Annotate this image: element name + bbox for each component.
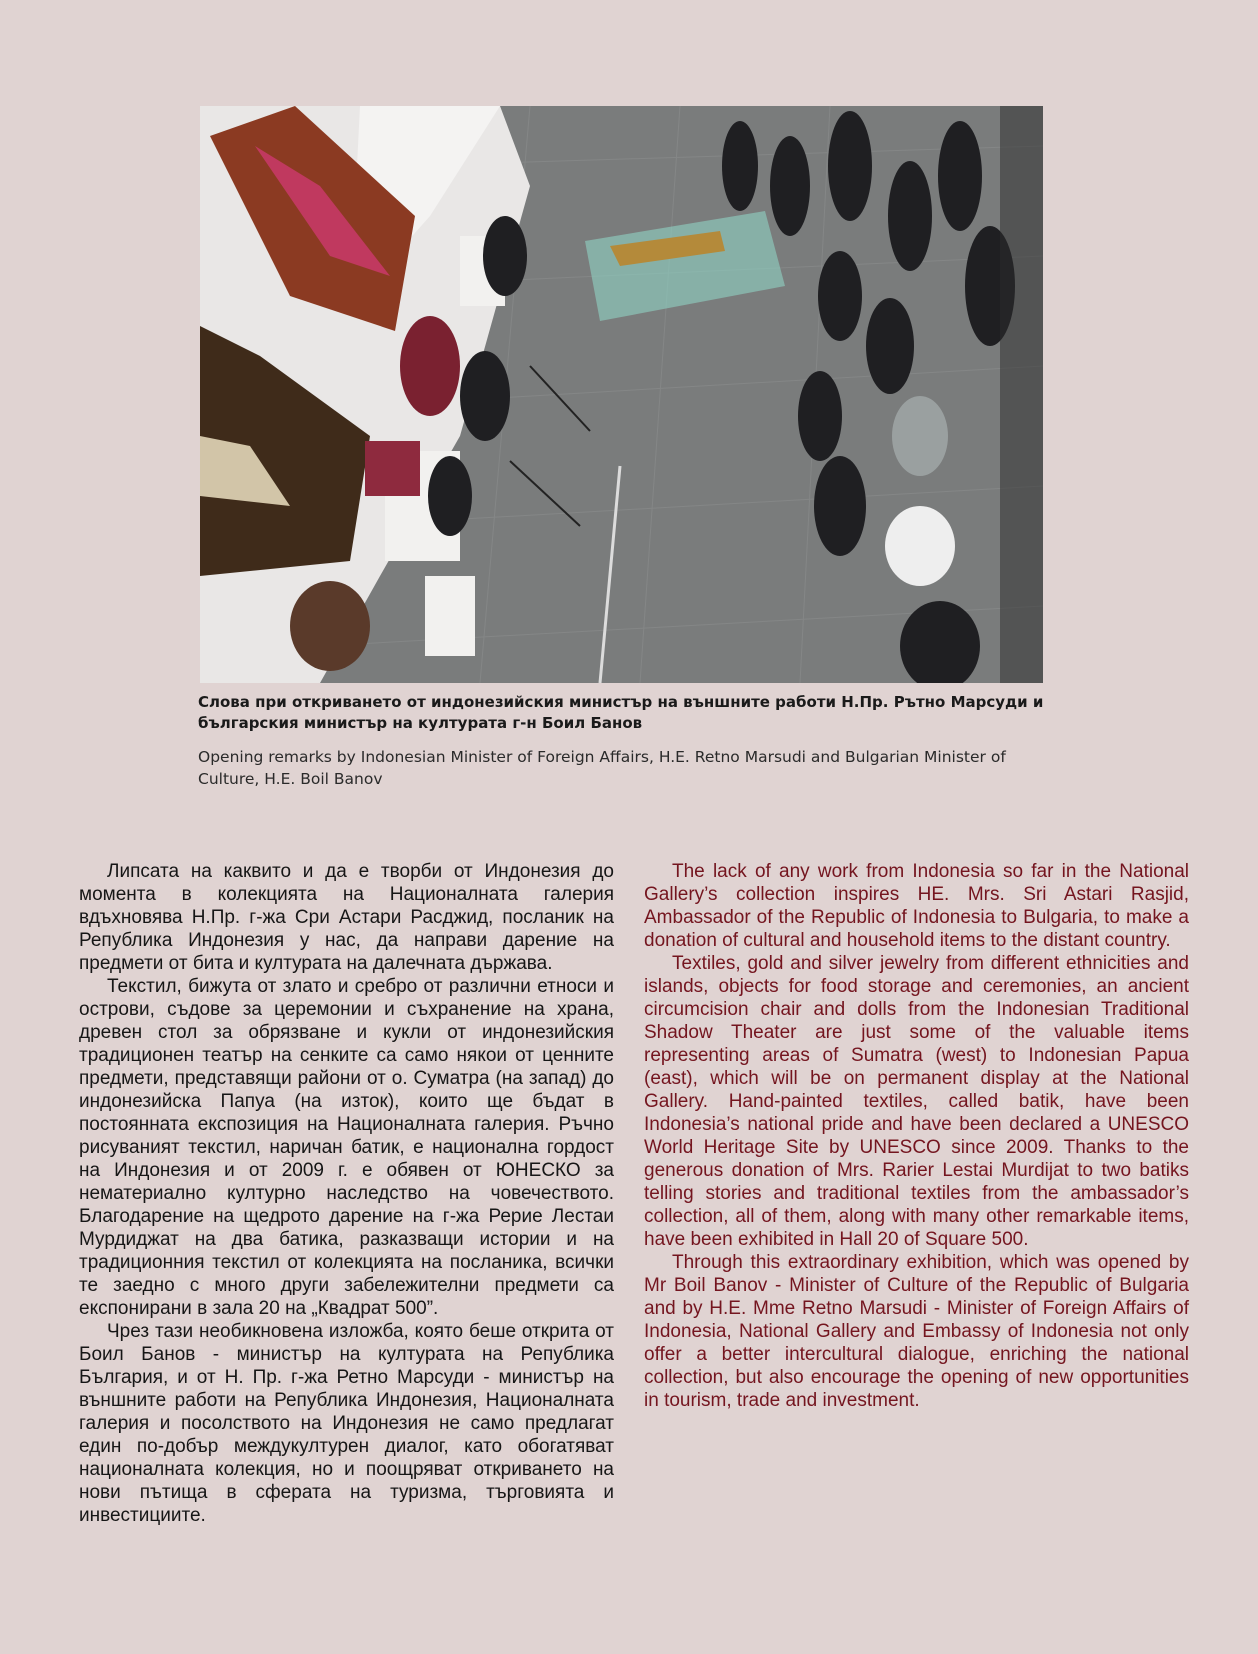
article-column-bulgarian	[79, 860, 614, 1527]
paragraph: Through this extraordinary exhibition, which was opened by Mr Boil Banov - Minister of Culture of the Republic of Bulgaria and by H.E. Mme Retno Marsudi - Minister of Foreign Affairs of Indonesia, National Gallery and Embassy of Indonesia not only offer a better intercultural dialogue, enriching the national collection, but also encourage the opening of new opportunities in tourism, trade and investment.	[644, 1252, 1189, 1411]
paragraph: Липсата на каквито и да е творби от Индонезия до момента в колекцията на Националната галерия вдъхновява Н.Пр. г-жа Сри Астари Расджид, посланик на Република Индонезия у нас, да направи дарение на предмети от бита и културата на далечната държава.	[79, 861, 614, 974]
paragraph: The lack of any work from Indonesia so far in the National Gallery’s collection inspires HE. Mrs. Sri Astari Rasjid, Ambassador of the Republic of Indonesia to Bulgaria, to make a donation of cultural and household items to the distant country.	[644, 861, 1189, 951]
paragraph: Текстил, бижута от злато и сребро от различни етноси и острови, съдове за церемонии и съхранение на храна, древен стол за обрязване и кукли от индонезийския традиционен театър на сенките са само някои от ценните предмети, представящи райони от о. Суматра (на запад) до индонезийска Папуа (на изток), които ще бъдат в постоянната експозиция на Националната галерия. Ръчно рисуваният текстил, наричан батик, е национална гордост на Индонезия и от 2009 г. е обявен от ЮНЕСКО за нематериално културно наследство на човечеството. Благодарение на щедрото дарение на г-жа Рерие Лестаи Мурдиджат на два батика, разказващи истории и на традиционния текстил от колекцията на посланика, всички те заедно с много други забележителни предмети са експонирани в зала 20 на „Квадрат 500”.	[79, 976, 614, 1319]
exhibition-photo	[200, 106, 1043, 683]
article-column-english	[644, 860, 1189, 1412]
photo-illustration	[200, 106, 1043, 683]
caption-bulgarian: Слова при откриването от индонезийския министър на външните работи Н.Пр. Рътно Марсуди и българския министър на културата г-н Боил Банов	[198, 693, 1044, 732]
paragraph: Textiles, gold and silver jewelry from different ethnicities and islands, objects for food storage and ceremonies, an ancient circumcision chair and dolls from the Indonesian Traditional Shadow Theater are just some of the valuable items representing areas of Sumatra (west) to Indonesian Papua (east), which will be on permanent display at the National Gallery. Hand-painted textiles, called batik, have been Indonesia’s national pride and have been declared a UNESCO World Heritage Site by UNESCO since 2009. Thanks to the generous donation of Mrs. Rarier Lestai Murdijat to two batiks telling stories and traditional textiles from the ambassador’s collection, all of them, along with many other remarkable items, have been exhibited in Hall 20 of Square 500.	[644, 953, 1189, 1250]
photo-caption	[198, 692, 1058, 790]
caption-english: Opening remarks by Indonesian Minister of Foreign Affairs, H.E. Retno Marsudi and Bulgarian Minister of Culture, H.E. Boil Banov	[198, 748, 1006, 788]
paragraph: Чрез тази необикновена изложба, която беше открита от Боил Банов - министър на културата на Република България, и от Н. Пр. г-жа Ретно Марсуди - министър на външните работи на Република Индонезия, Националната галерия и посолството на Индонезия не само предлагат един по-добър междукултурен диалог, като обогатяват националната колекция, но и поощряват откриването на нови пътища в сферата на туризма, търговията и инвестициите.	[79, 1321, 614, 1526]
